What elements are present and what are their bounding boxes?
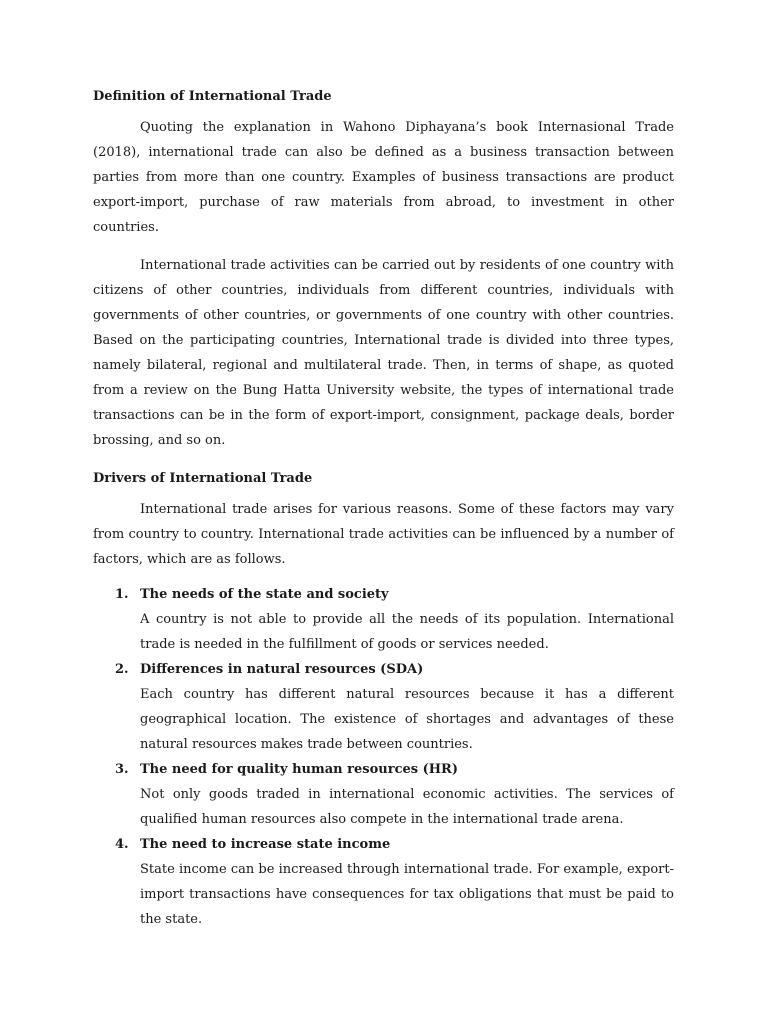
paragraph-drivers-intro: International trade arises for various reasons. Some of these factors may vary from country to country. International trade activities can be influenced by a number of factors, which are as follows. (93, 502, 674, 567)
list-item (93, 657, 674, 757)
list-item-title: The need for quality human resources (HR) (140, 762, 458, 777)
list-item-title: The needs of the state and society (140, 587, 389, 602)
paragraph-definition-1: Quoting the explanation in Wahono Diphayana’s book Internasional Trade (2018), international trade can also be defined as a business transaction between parties from more than one country. Examples of business transactions are product export-import, purchase of raw materials from abroad, to investment in other countries. (93, 120, 674, 235)
list-item-body: A country is not able to provide all the needs of its population. International trade is needed in the fulfillment of goods or services needed. (140, 612, 674, 652)
section-heading-drivers: Drivers of International Trade (93, 471, 313, 486)
list-item-number: 1. (115, 587, 129, 602)
list-item-body: State income can be increased through international trade. For example, export-import transactions have consequences for tax obligations that must be paid to the state. (140, 862, 674, 927)
section-heading-definition: Definition of International Trade (93, 89, 332, 104)
list-item-body: Each country has different natural resources because it has a different geographical location. The existence of shortages and advantages of these natural resources makes trade between countries. (140, 687, 674, 752)
list-item-number: 3. (115, 762, 129, 777)
drivers-list (93, 582, 674, 932)
paragraph-definition-2: International trade activities can be carried out by residents of one country with citizens of other countries, individuals from different countries, individuals with governments of other countries, or governments of one country with other countries. Based on the participating countries, International trade is divided into three types, namely bilateral, regional and multilateral trade. Then, in terms of shape, as quoted from a review on the Bung Hatta University website, the types of international trade transactions can be in the form of export-import, consignment, package deals, border brossing, and so on. (93, 258, 674, 448)
list-item (93, 582, 674, 657)
document-page (93, 84, 674, 932)
list-item (93, 757, 674, 832)
list-item-number: 4. (115, 837, 129, 852)
list-item-title: Differences in natural resources (SDA) (140, 662, 424, 677)
list-item-title: The need to increase state income (140, 837, 391, 852)
list-item-number: 2. (115, 662, 129, 677)
list-item-body: Not only goods traded in international economic activities. The services of qualified human resources also compete in the international trade arena. (140, 787, 674, 827)
list-item (93, 832, 674, 932)
